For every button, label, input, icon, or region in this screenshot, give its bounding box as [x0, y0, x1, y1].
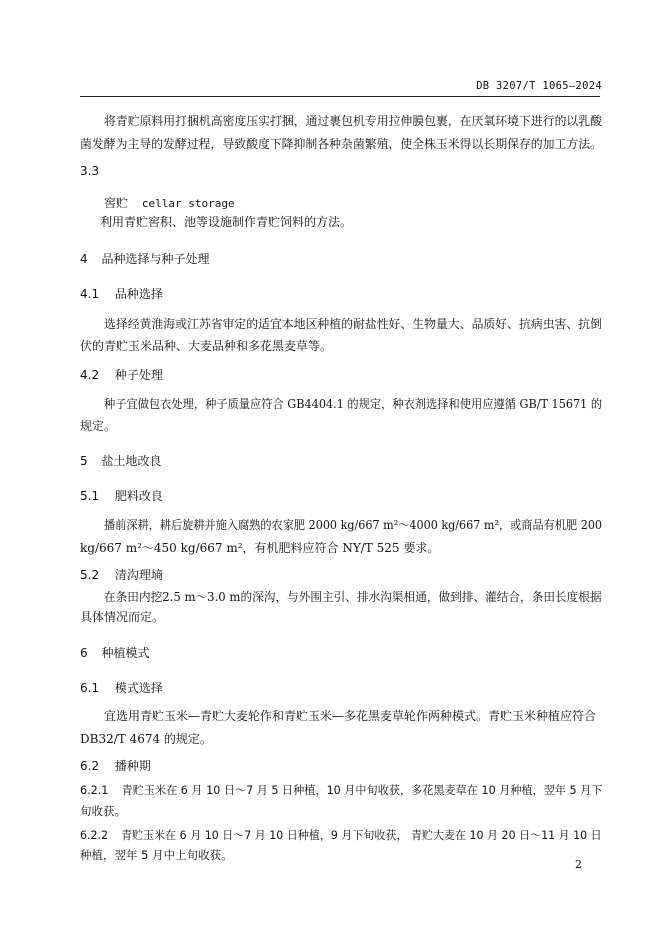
clause-4-1-heading	[80, 285, 163, 302]
clause-6-2-1-line-2: 旬收获。	[80, 804, 126, 818]
section-6-title: 种植模式	[101, 646, 150, 660]
clause-4-2-line-1: 种子宜做包衣处理，种子质量应符合 GB4404.1 的规定，种衣剂选择和使用应遵循 GB/T 15671 的	[104, 397, 603, 411]
clause-5-2-line-2: 具体情况而定。	[80, 610, 165, 624]
clause-5-2-heading	[80, 566, 163, 583]
clause-4-2-title: 种子处理	[114, 368, 163, 382]
term-entry	[104, 194, 235, 211]
section-4-heading	[80, 250, 209, 267]
clause-4-2-number: 4.2	[80, 368, 100, 382]
clause-5-1-line-1: 播前深耕，耕后旋耕并施入腐熟的农家肥 2000 kg/667 m²～4000 kg/667 m²，或商品有机肥 200	[104, 518, 603, 532]
clause-6-2-2-text-1: 青贮玉米在 6 月 10 日～7 月 10 日种植，9 月下旬收获， 青贮大麦在 10 月 20 日～11 月 10 日	[121, 828, 602, 842]
clause-5-2-number: 5.2	[80, 568, 100, 582]
term-definition: 利用青贮窖积、池等设施制作青贮饲料的方法。	[100, 215, 353, 229]
clause-6-2-number: 6.2	[80, 759, 100, 773]
clause-3-3-number: 3.3	[80, 164, 100, 178]
term-english: cellar storage	[141, 197, 235, 210]
clause-5-1-heading	[80, 487, 163, 504]
clause-5-2-line-1: 在条田内挖2.5 m～3.0 m的深沟，与外围主引、排水沟渠相通，做到排、灌结合，条田长度根据	[104, 590, 602, 604]
silage-definition-line-1: 将青贮原料用打捆机高密度压实打捆，通过裹包机专用拉伸膜包裹，在厌氧环境下进行的以乳酸	[104, 114, 603, 128]
clause-6-2-title: 播种期	[114, 759, 151, 773]
header-rule	[80, 96, 600, 97]
clause-4-1-line-2: 伏的青贮玉米品种、大麦品种和多花黑麦草等。	[80, 339, 333, 353]
section-4-title: 品种选择与种子处理	[101, 252, 210, 266]
clause-5-1-line-2: kg/667 m²～450 kg/667 m²，有机肥料应符合 NY/T 525 要求。	[80, 541, 440, 555]
clause-6-1-line-1: 宜选用青贮玉米—青贮大麦轮作和青贮玉米—多花黑麦草轮作两种模式。青贮玉米种植应符合	[104, 709, 597, 723]
section-4-number: 4	[80, 252, 88, 266]
clause-4-1-title: 品种选择	[114, 287, 163, 301]
clause-6-2-2-line-2: 种植，翌年 5 月中上旬收获。	[80, 848, 233, 862]
clause-4-1-line-1: 选择经黄淮海或江苏省审定的适宜本地区种植的耐盐性好、生物量大、品质好、抗病虫害、抗倒	[104, 317, 603, 331]
clause-4-2-heading	[80, 366, 163, 383]
section-6-heading	[80, 644, 149, 661]
section-5-heading	[80, 452, 161, 469]
clause-6-2-heading	[80, 757, 151, 774]
section-5-title: 盐土地改良	[101, 454, 162, 468]
clause-4-1-number: 4.1	[80, 287, 100, 301]
clause-5-1-title: 肥料改良	[114, 489, 163, 503]
section-5-number: 5	[80, 454, 88, 468]
page-number: 2	[575, 858, 582, 871]
clause-5-1-number: 5.1	[80, 489, 100, 503]
clause-5-2-title: 清沟理墒	[114, 568, 163, 582]
clause-6-1-number: 6.1	[80, 681, 100, 695]
clause-6-1-title: 模式选择	[114, 681, 163, 695]
section-6-number: 6	[80, 646, 88, 660]
clause-6-1-heading	[80, 679, 163, 696]
clause-6-2-1-text-1: 青贮玉米在 6 月 10 日～7 月 5 日种植，10 月中旬收获，多花黑麦草在 10 月种植，翌年 5 月下	[121, 783, 603, 797]
term-chinese: 窖贮	[104, 196, 129, 210]
clause-6-1-line-2: DB32/T 4674 的规定。	[80, 732, 212, 746]
clause-6-2-2-number: 6.2.2	[80, 828, 109, 842]
clause-6-2-1-line-1	[80, 779, 602, 801]
clause-6-2-2-line-1	[80, 824, 602, 846]
clause-6-2-1-number: 6.2.1	[80, 783, 109, 797]
document-code: DB 3207/T 1065—2024	[476, 80, 602, 92]
silage-definition-line-2: 菌发酵为主导的发酵过程，导致酸度下降抑制各种杂菌繁殖，使全株玉米得以长期保存的加工方法。	[80, 137, 602, 151]
clause-4-2-line-2: 规定。	[80, 419, 117, 433]
